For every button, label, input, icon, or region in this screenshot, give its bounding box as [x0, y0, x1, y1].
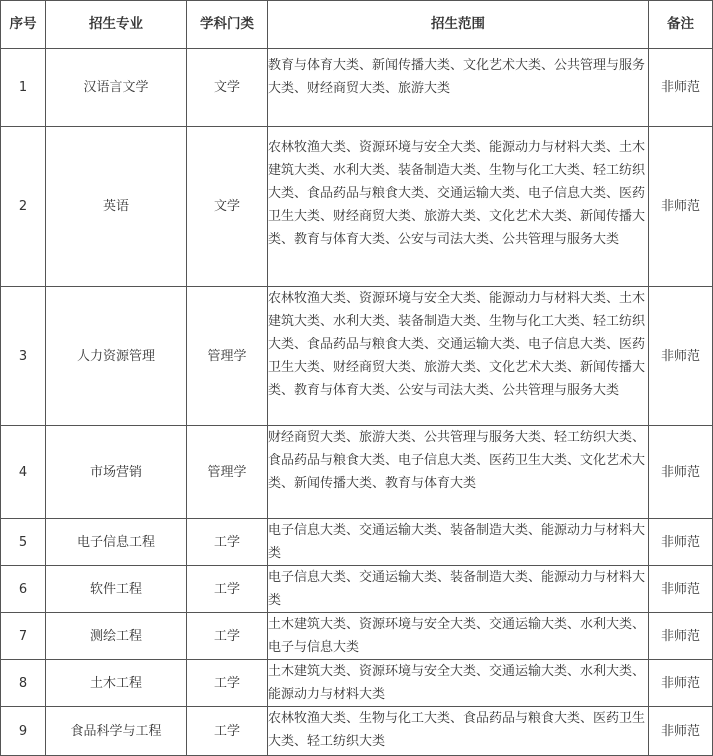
cell-no: 1: [1, 49, 46, 127]
cell-category: 工学: [187, 566, 268, 613]
cell-range: 财经商贸大类、旅游大类、公共管理与服务大类、轻工纺织大类、食品药品与粮食大类、电子信息大类、医药卫生大类、文化艺术大类、新闻传播大类、教育与体育大类: [268, 426, 649, 519]
table-row: [1, 287, 713, 426]
cell-category: 管理学: [187, 426, 268, 519]
cell-major: 电子信息工程: [46, 519, 187, 566]
cell-category: 工学: [187, 519, 268, 566]
table-row: [1, 660, 713, 707]
cell-note: 非师范: [649, 127, 713, 287]
table-row: [1, 566, 713, 613]
table-row: [1, 519, 713, 566]
cell-note: 非师范: [649, 660, 713, 707]
cell-category: 工学: [187, 613, 268, 660]
cell-no: 8: [1, 660, 46, 707]
cell-major: 测绘工程: [46, 613, 187, 660]
cell-major: 汉语言文学: [46, 49, 187, 127]
cell-range: 农林牧渔大类、资源环境与安全大类、能源动力与材料大类、土木建筑大类、水利大类、装备制造大类、生物与化工大类、轻工纺织大类、食品药品与粮食大类、交通运输大类、电子信息大类、医药卫生大类、财经商贸大类、旅游大类、文化艺术大类、新闻传播大类、教育与体育大类、公安与司法大类、公共管理与服务大类: [268, 127, 649, 287]
cell-no: 5: [1, 519, 46, 566]
table-row: [1, 707, 713, 756]
cell-note: 非师范: [649, 613, 713, 660]
header-note: 备注: [649, 1, 713, 49]
cell-no: 9: [1, 707, 46, 756]
cell-note: 非师范: [649, 287, 713, 426]
cell-note: 非师范: [649, 566, 713, 613]
cell-range: 土木建筑大类、资源环境与安全大类、交通运输大类、水利大类、能源动力与材料大类: [268, 660, 649, 707]
table-row: [1, 426, 713, 519]
cell-range: 教育与体育大类、新闻传播大类、文化艺术大类、公共管理与服务大类、财经商贸大类、旅游大类: [268, 49, 649, 127]
cell-major: 人力资源管理: [46, 287, 187, 426]
header-no: 序号: [1, 1, 46, 49]
cell-category: 文学: [187, 49, 268, 127]
cell-note: 非师范: [649, 707, 713, 756]
cell-no: 2: [1, 127, 46, 287]
header-major: 招生专业: [46, 1, 187, 49]
cell-category: 工学: [187, 707, 268, 756]
cell-major: 食品科学与工程: [46, 707, 187, 756]
cell-range: 土木建筑大类、资源环境与安全大类、交通运输大类、水利大类、电子与信息大类: [268, 613, 649, 660]
cell-note: 非师范: [649, 49, 713, 127]
header-range: 招生范围: [268, 1, 649, 49]
cell-no: 4: [1, 426, 46, 519]
cell-note: 非师范: [649, 426, 713, 519]
cell-major: 土木工程: [46, 660, 187, 707]
cell-note: 非师范: [649, 519, 713, 566]
cell-category: 文学: [187, 127, 268, 287]
cell-category: 管理学: [187, 287, 268, 426]
cell-range: 电子信息大类、交通运输大类、装备制造大类、能源动力与材料大类: [268, 566, 649, 613]
cell-major: 英语: [46, 127, 187, 287]
table-row: [1, 127, 713, 287]
cell-range: 农林牧渔大类、资源环境与安全大类、能源动力与材料大类、土木建筑大类、水利大类、装备制造大类、生物与化工大类、轻工纺织大类、食品药品与粮食大类、交通运输大类、电子信息大类、医药卫生大类、财经商贸大类、旅游大类、文化艺术大类、新闻传播大类、教育与体育大类、公安与司法大类、公共管理与服务大类: [268, 287, 649, 426]
cell-major: 软件工程: [46, 566, 187, 613]
table-row: [1, 49, 713, 127]
cell-no: 3: [1, 287, 46, 426]
cell-category: 工学: [187, 660, 268, 707]
cell-range: 农林牧渔大类、生物与化工大类、食品药品与粮食大类、医药卫生大类、轻工纺织大类: [268, 707, 649, 756]
header-row: [1, 1, 713, 49]
cell-major: 市场营销: [46, 426, 187, 519]
cell-range: 电子信息大类、交通运输大类、装备制造大类、能源动力与材料大类: [268, 519, 649, 566]
table-row: [1, 613, 713, 660]
cell-no: 7: [1, 613, 46, 660]
cell-no: 6: [1, 566, 46, 613]
header-category: 学科门类: [187, 1, 268, 49]
